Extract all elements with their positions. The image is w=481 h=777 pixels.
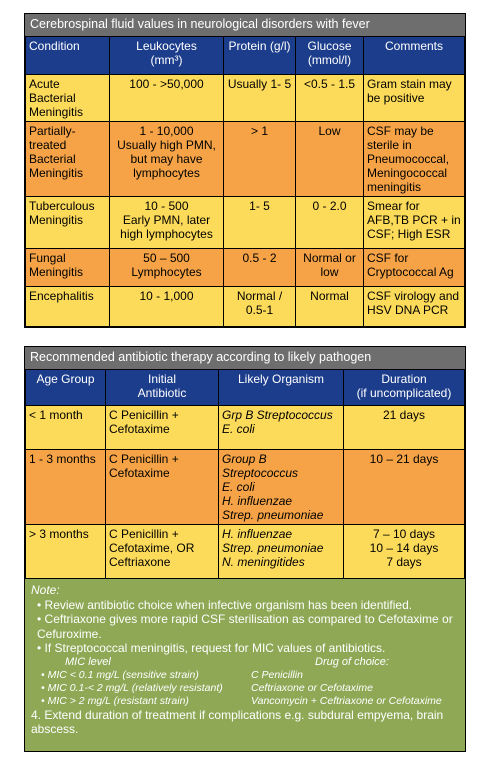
cell-organism: Group B Streptococcus E. coli H. influenzae Strep. pneumoniae — [219, 450, 344, 525]
col-header-glucose: Glucose (mmol/l) — [296, 37, 364, 75]
cell-glucose: <0.5 - 1.5 — [296, 75, 364, 122]
cell-organism: Grp B Streptococcus E. coli — [219, 406, 344, 450]
cell-glucose: 0 - 2.0 — [296, 197, 364, 249]
drug-choice-label: Drug of choice: — [315, 655, 389, 668]
abx-table-title: Recommended antibiotic therapy according to likely pathogen — [25, 347, 465, 369]
cell-protein: 1- 5 — [224, 197, 296, 249]
cell-comments: CSF may be sterile in Pneumococcal, Meningococcal meningitis — [364, 122, 465, 197]
cell-leukocytes: 1 - 10,000 Usually high PMN, but may have lymphocytes — [110, 122, 224, 197]
note-panel — [25, 579, 465, 751]
col-header-leukocytes: Leukocytes (mm³) — [110, 37, 224, 75]
note-bullet-3: • If Streptococcal meningitis, request for MIC values of antibiotics. — [37, 641, 386, 655]
table-row — [26, 122, 465, 197]
cell-antibiotic: C Penicillin + Cefotaxime — [106, 450, 219, 525]
cell-antibiotic: C Penicillin + Cefotaxime — [106, 406, 219, 450]
mic-level: • MIC 0.1-< 2 mg/L (relatively resistant) — [41, 681, 223, 694]
csf-table-box — [24, 13, 466, 328]
col-header-protein: Protein (g/l) — [224, 37, 296, 75]
cell-glucose: Normal — [296, 287, 364, 327]
col-header-age: Age Group — [26, 370, 106, 406]
cell-comments: CSF virology and HSV DNA PCR — [364, 287, 465, 327]
mic-level: • MIC > 2 mg/L (resistant strain) — [41, 694, 189, 707]
mic-row — [31, 695, 459, 708]
mic-level-label: MIC level — [65, 655, 111, 668]
col-header-condition: Condition — [26, 37, 110, 75]
cell-age: 1 - 3 months — [26, 450, 106, 525]
mic-drug: Ceftriaxone or Cefotaxime — [251, 681, 373, 694]
cell-condition: Acute Bacterial Meningitis — [26, 75, 110, 122]
cell-leukocytes: 50 – 500 Lymphocytes — [110, 249, 224, 287]
col-header-antibiotic: Initial Antibiotic — [106, 370, 219, 406]
csf-header-row — [26, 37, 465, 75]
cell-duration: 7 – 10 days 10 – 14 days 7 days — [344, 525, 465, 579]
cell-leukocytes: 100 - >50,000 — [110, 75, 224, 122]
cell-glucose: Low — [296, 122, 364, 197]
abx-table-box — [24, 346, 466, 752]
table-row — [26, 249, 465, 287]
cell-protein: Normal / 0.5-1 — [224, 287, 296, 327]
mic-level: • MIC < 0.1 mg/L (sensitive strain) — [41, 668, 199, 681]
note-bullet-1: • Review antibiotic choice when infective organism has been identified. — [37, 597, 413, 612]
mic-row — [31, 669, 459, 682]
cell-duration: 21 days — [344, 406, 465, 450]
csf-table — [25, 36, 465, 327]
table-row — [26, 75, 465, 122]
table-row — [26, 197, 465, 249]
col-header-organism: Likely Organism — [219, 370, 344, 406]
cell-comments: CSF for Cryptococcal Ag — [364, 249, 465, 287]
note-item-4: 4. Extend duration of treatment if complications e.g. subdural empyema, brain abscess. — [31, 707, 444, 736]
cell-protein: > 1 — [224, 122, 296, 197]
cell-age: < 1 month — [26, 406, 106, 450]
cell-duration: 10 – 21 days — [344, 450, 465, 525]
cell-glucose: Normal or low — [296, 249, 364, 287]
note-heading: Note: — [31, 583, 60, 597]
mic-row — [31, 682, 459, 695]
col-header-duration: Duration (if uncomplicated) — [344, 370, 465, 406]
note-bullet-2: • Ceftriaxone gives more rapid CSF sterilisation as compared to Cefotaxime or Cefuroxime. — [37, 612, 453, 641]
cell-condition: Partially-treated Bacterial Meningitis — [26, 122, 110, 197]
cell-leukocytes: 10 - 1,000 — [110, 287, 224, 327]
cell-protein: 0.5 - 2 — [224, 249, 296, 287]
col-header-comments: Comments — [364, 37, 465, 75]
cell-age: > 3 months — [26, 525, 106, 579]
mic-header — [31, 656, 459, 669]
mic-drug: C Penicillin — [251, 668, 303, 681]
cell-comments: Gram stain may be positive — [364, 75, 465, 122]
table-row — [26, 525, 465, 579]
abx-table — [25, 369, 465, 579]
cell-condition: Fungal Meningitis — [26, 249, 110, 287]
cell-condition: Tuberculous Meningitis — [26, 197, 110, 249]
cell-comments: Smear for AFB,TB PCR + in CSF; High ESR — [364, 197, 465, 249]
abx-header-row — [26, 370, 465, 406]
cell-organism: H. influenzae Strep. pneumoniae N. meningitides — [219, 525, 344, 579]
cell-leukocytes: 10 - 500 Early PMN, later high lymphocytes — [110, 197, 224, 249]
cell-protein: Usually 1- 5 — [224, 75, 296, 122]
table-row — [26, 287, 465, 327]
csf-table-title: Cerebrospinal fluid values in neurological disorders with fever — [25, 14, 465, 36]
cell-condition: Encephalitis — [26, 287, 110, 327]
mic-drug: Vancomycin + Ceftriaxone or Cefotaxime — [251, 694, 442, 707]
table-row — [26, 450, 465, 525]
cell-antibiotic: C Penicillin + Cefotaxime, OR Ceftriaxone — [106, 525, 219, 579]
table-row — [26, 406, 465, 450]
